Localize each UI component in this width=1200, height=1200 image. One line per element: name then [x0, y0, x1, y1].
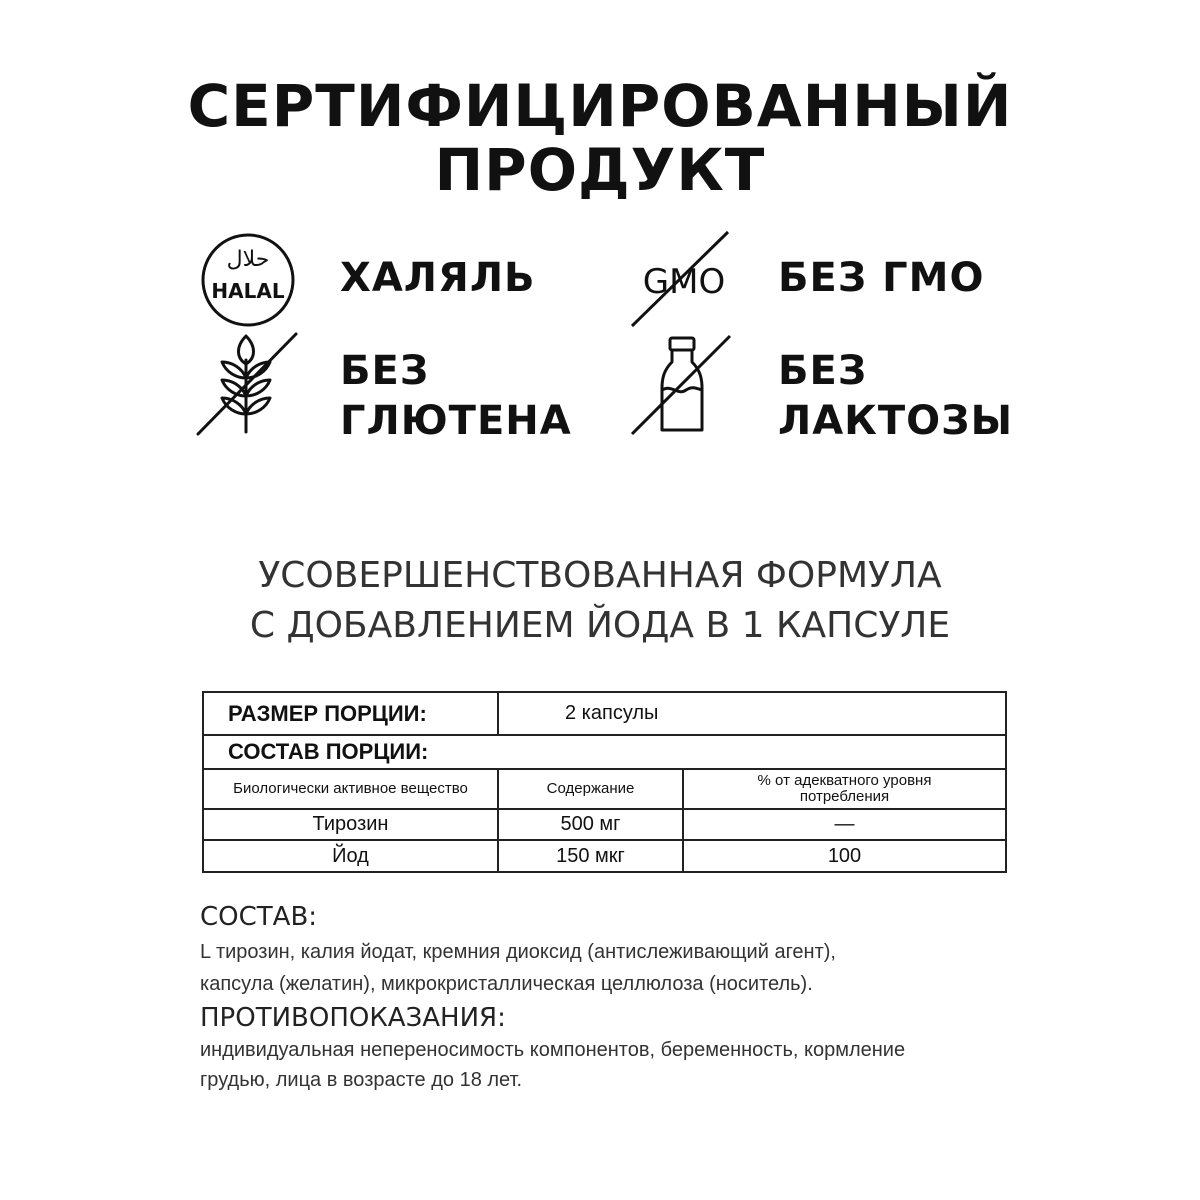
table-header-row [203, 769, 1006, 809]
composition-label: СОСТАВ ПОРЦИИ: [203, 735, 1006, 769]
formula-line2: С ДОБАВЛЕНИЕМ ЙОДА В 1 КАПСУЛЕ [249, 605, 951, 646]
no-wheat-icon [196, 332, 300, 438]
gluten-label-line2: ГЛЮТЕНА [340, 398, 572, 444]
gmo-text: GMO [642, 262, 726, 302]
no-milk-bottle-icon [630, 332, 734, 438]
contraindications-text-line1: индивидуальная непереносимость компонентов, беременность, кормление [200, 1039, 906, 1061]
table-row [203, 840, 1006, 872]
halal-arabic-text: حلال [226, 247, 270, 272]
row-percent: — [683, 809, 1006, 840]
serving-size-row [203, 692, 1006, 735]
composition-row [203, 735, 1006, 769]
row-substance: Тирозин [203, 809, 498, 840]
halal-latin-text: HALAL [211, 279, 285, 303]
composition-text-line2: капсула (желатин), микрокристаллическая целлюлоза (носитель). [200, 973, 813, 995]
row-amount: 500 мг [498, 809, 683, 840]
composition-heading: СОСТАВ: [200, 902, 318, 932]
formula-line1: УСОВЕРШЕНСТВОВАННАЯ ФОРМУЛА [258, 555, 942, 596]
serving-size-label: РАЗМЕР ПОРЦИИ: [203, 692, 498, 735]
halal-label: ХАЛЯЛЬ [340, 255, 536, 301]
no-gmo-icon [630, 230, 740, 330]
column-header-percent: % от адекватного уровня потребления [683, 769, 1006, 809]
contraindications-text-line2: грудью, лица в возрасте до 18 лет. [200, 1069, 523, 1091]
table-row [203, 809, 1006, 840]
column-header-substance: Биологически активное вещество [203, 769, 498, 809]
halal-icon [200, 232, 296, 328]
page-title-line2: ПРОДУКТ [434, 136, 766, 204]
row-percent: 100 [683, 840, 1006, 872]
page-title-line1: СЕРТИФИЦИРОВАННЫЙ [187, 72, 1013, 140]
serving-size-value: 2 капсулы [498, 692, 1006, 735]
composition-text-line1: L тирозин, калия йодат, кремния диоксид (антислеживающий агент), [200, 941, 836, 963]
lactose-label-line2: ЛАКТОЗЫ [778, 398, 1014, 444]
row-substance: Йод [203, 840, 498, 872]
column-header-amount: Содержание [498, 769, 683, 809]
row-amount: 150 мкг [498, 840, 683, 872]
lactose-label-line1: БЕЗ [778, 348, 868, 394]
gluten-label-line1: БЕЗ [340, 348, 430, 394]
contraindications-heading: ПРОТИВОПОКАЗАНИЯ: [200, 1003, 506, 1033]
serving-table [202, 691, 1007, 873]
gmo-label: БЕЗ ГМО [778, 255, 985, 301]
